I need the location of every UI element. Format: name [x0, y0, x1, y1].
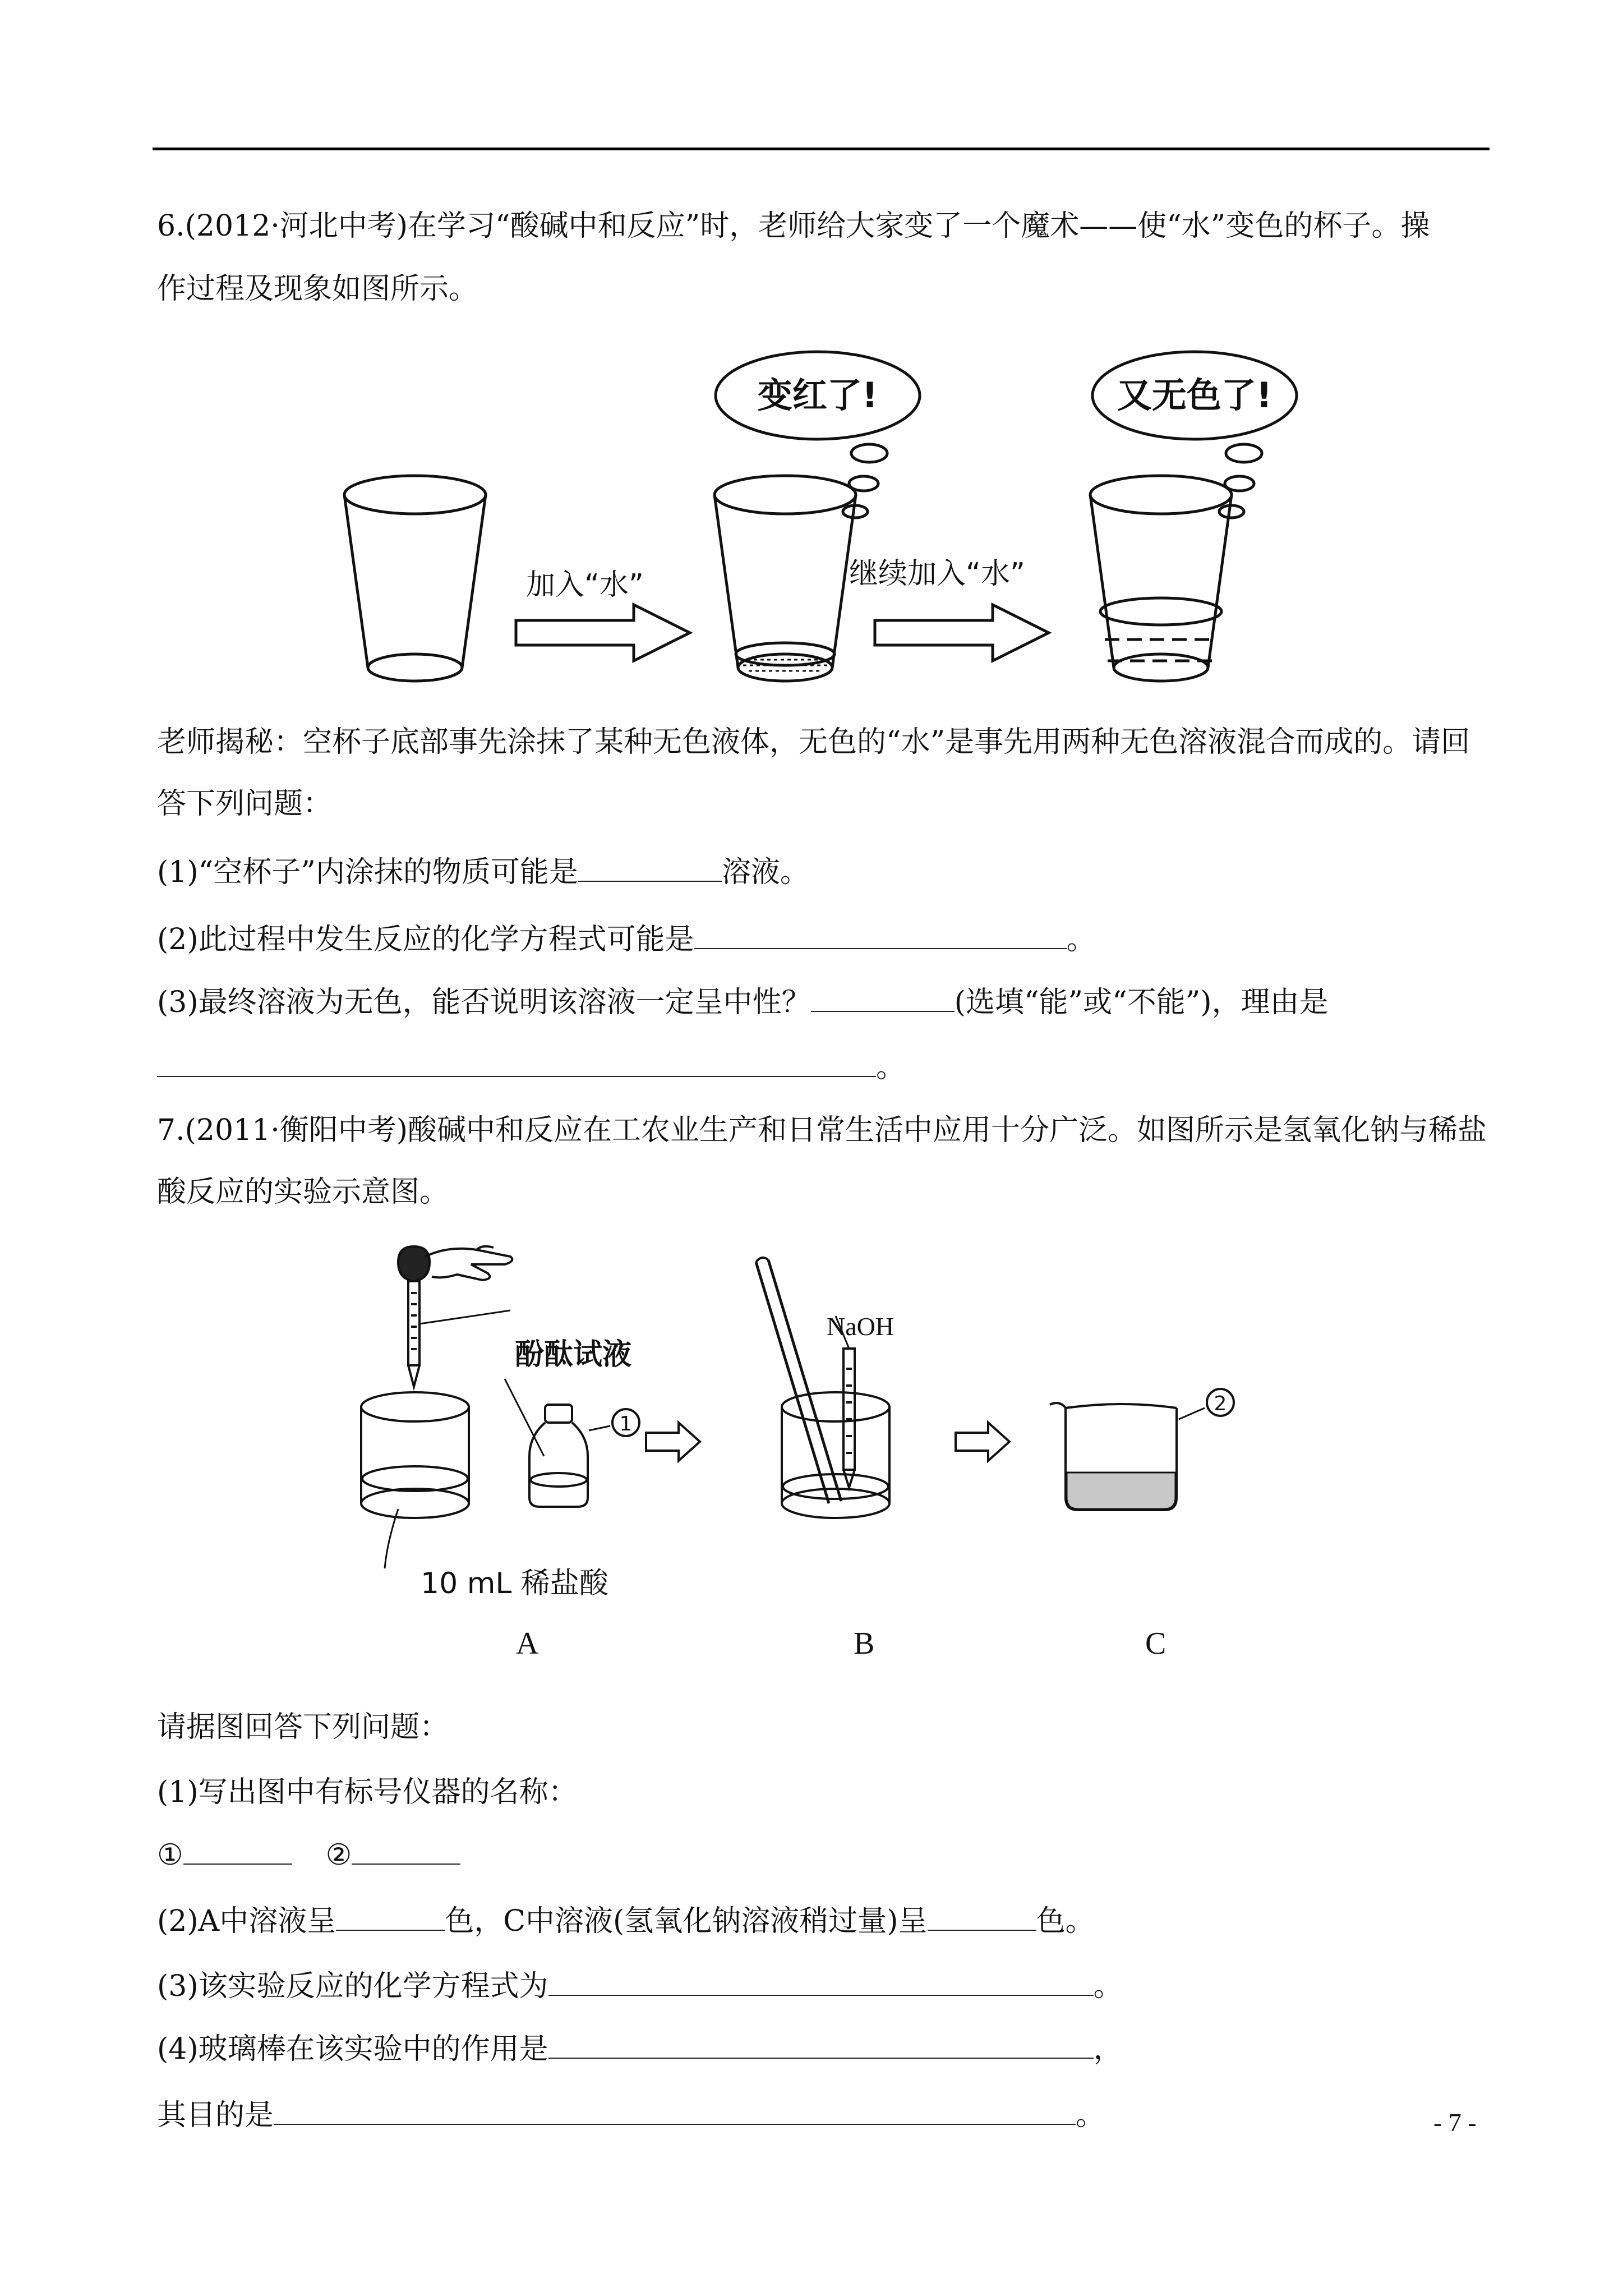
answer-blank[interactable]: [274, 2099, 1076, 2125]
answer-blank[interactable]: [548, 2033, 1094, 2059]
answer-blank[interactable]: [548, 1970, 1094, 1996]
q6-reveal-line1: 老师揭秘：空杯子底部事先涂抹了某种无色液体，无色的“水”是事先用两种无色溶液混合而成的。请回: [157, 725, 1470, 759]
q6-part3: (3)最终溶液为无色，能否说明该溶液一定呈中性？ (选填“能”或“不能”)，理由是: [157, 986, 1329, 1019]
answer-blank[interactable]: [811, 986, 955, 1012]
bubble-1-text: 变红了!: [757, 375, 878, 416]
q6-reveal-line2: 答下列问题：: [157, 787, 333, 821]
q6-part2: (2)此过程中发生反应的化学方程式可能是 。: [157, 923, 1096, 956]
empty-cup: [344, 476, 486, 681]
q7-neutralization-figure: [336, 1240, 1290, 1677]
reagent-label: 酚酞试液: [515, 1338, 632, 1372]
answer-blank[interactable]: [578, 856, 722, 882]
answer-blank[interactable]: [183, 1839, 292, 1865]
answer-blank[interactable]: [157, 1051, 876, 1077]
answer-blank[interactable]: [352, 1839, 460, 1865]
page-number: - 7 -: [1433, 2108, 1477, 2137]
acid-label: 10 mL 稀盐酸: [421, 1567, 608, 1600]
q7-part4: (4)玻璃棒在该实验中的作用是 ，: [157, 2032, 1123, 2066]
bubble-2-text: 又无色了!: [1117, 375, 1272, 416]
label-a: A: [516, 1626, 539, 1661]
answer-blank[interactable]: [928, 1905, 1036, 1931]
q6-cup-figure: [331, 348, 1329, 701]
q6-part1: (1)“空杯子”内涂抹的物质可能是 溶液。: [157, 855, 809, 889]
q7-part4-purpose: 其目的是 。: [157, 2099, 1105, 2132]
q7-part3: (3)该实验反应的化学方程式为 。: [157, 1970, 1123, 2003]
arrow-2: [875, 605, 1049, 661]
arrow-1-label: 加入“水”: [526, 568, 644, 602]
q6-stem-line2: 作过程及现象如图所示。: [157, 272, 478, 306]
answer-blank[interactable]: [694, 923, 1067, 949]
q7-intro: 请据图回答下列问题：: [157, 1710, 449, 1744]
arrow-1: [516, 605, 690, 661]
label-c: C: [1145, 1626, 1166, 1661]
mark-1: 1: [619, 1412, 633, 1435]
q7-part1: (1)写出图中有标号仪器的名称：: [157, 1775, 578, 1809]
naoh-label: NaOH: [827, 1312, 895, 1341]
label-b: B: [854, 1626, 875, 1661]
arrow-2-label: 继续加入“水”: [849, 557, 1025, 591]
red-cup: [714, 476, 856, 681]
q7-stem-line2: 酸反应的实验示意图。: [157, 1175, 449, 1209]
mark-2: 2: [1214, 1392, 1227, 1415]
colorless-cup: [1090, 476, 1232, 681]
q6-part3-reason: 。: [157, 1048, 905, 1087]
q7-part1-blanks: ① ②: [157, 1835, 460, 1875]
answer-blank[interactable]: [336, 1905, 445, 1931]
q6-stem-line1: 6.(2012·河北中考)在学习“酸碱中和反应”时，老师给大家变了一个魔术——使“水”变色的杯子。操: [157, 209, 1430, 243]
header-rule: [153, 148, 1490, 150]
q7-part2: (2)A中溶液呈 色，C中溶液(氢氧化钠溶液稍过量)呈 色。: [157, 1904, 1095, 1938]
q7-stem-line1: 7.(2011·衡阳中考)酸碱中和反应在工农业生产和日常生活中应用十分广泛。如图所示是氢氧化钠与稀盐: [157, 1114, 1487, 1147]
